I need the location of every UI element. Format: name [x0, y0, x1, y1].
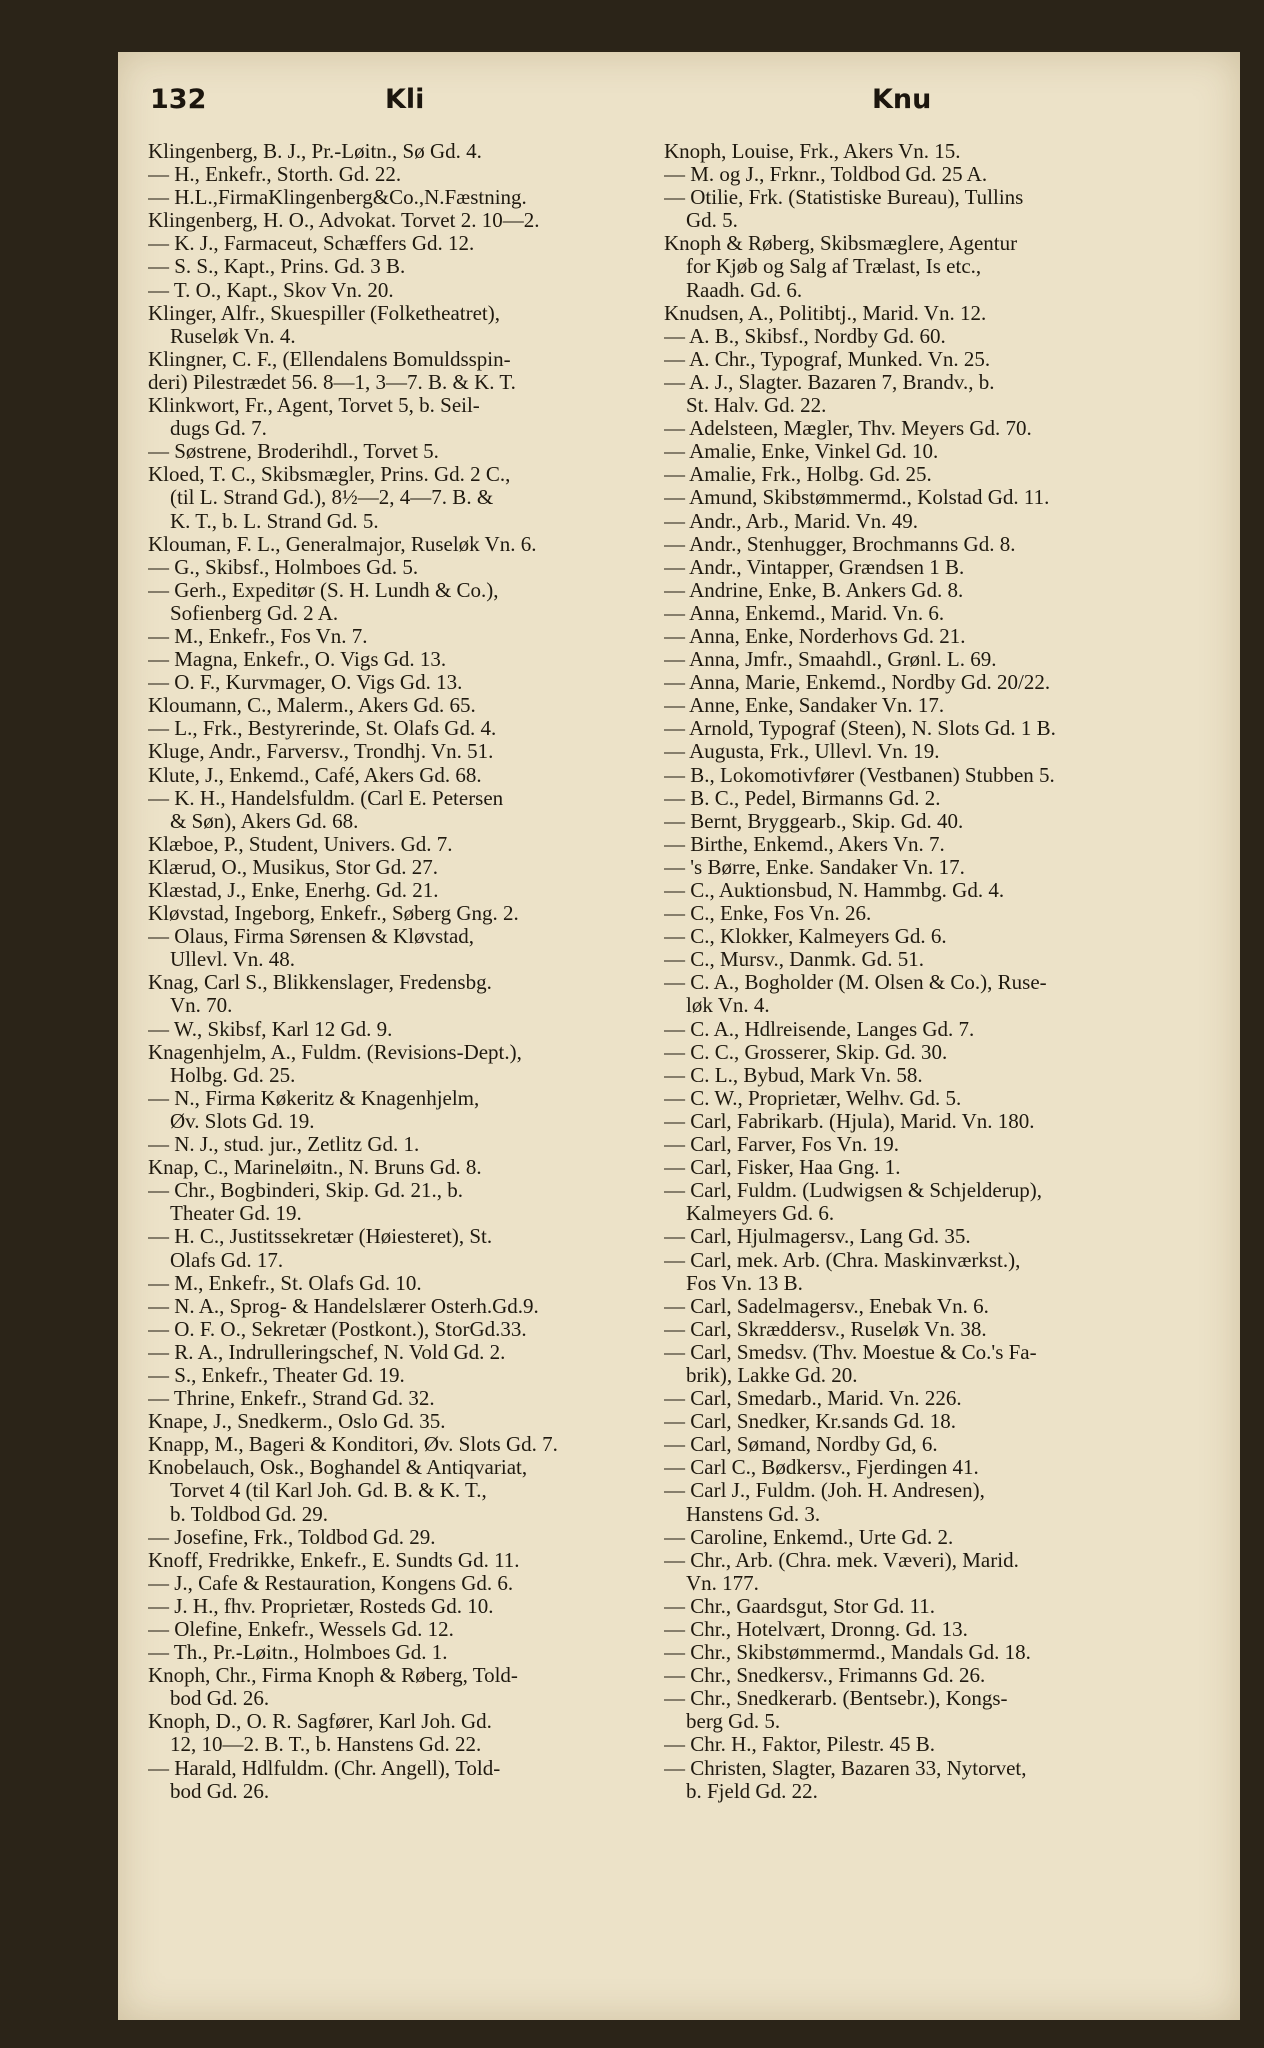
directory-line: — Amalie, Enke, Vinkel Gd. 10.: [664, 440, 939, 464]
directory-line: brik), Lakke Gd. 20.: [686, 1363, 858, 1387]
directory-line: — M., Enkefr., Fos Vn. 7.: [148, 624, 368, 648]
directory-line: — N. J., stud. jur., Zetlitz Gd. 1.: [148, 1133, 420, 1157]
directory-line: — Chr., Snedkersv., Frimanns Gd. 26.: [664, 1664, 986, 1688]
directory-line: — Harald, Hdlfuldm. (Chr. Angell), Told-: [148, 1756, 501, 1780]
directory-line: Klute, J., Enkemd., Café, Akers Gd. 68.: [148, 763, 482, 787]
directory-line: b. Toldbod Gd. 29.: [170, 1502, 328, 1526]
directory-line: — Carl, Skræddersv., Ruseløk Vn. 38.: [664, 1317, 987, 1341]
directory-line: b. Fjeld Gd. 22.: [686, 1779, 818, 1803]
directory-line: Klingenberg, B. J., Pr.-Løitn., Sø Gd. 4.: [148, 140, 482, 163]
directory-line: Knoph, Louise, Frk., Akers Vn. 15.: [664, 140, 961, 163]
directory-line: Kluge, Andr., Farversv., Trondhj. Vn. 51.: [148, 740, 494, 764]
directory-line: — G., Skibsf., Holmboes Gd. 5.: [148, 555, 419, 579]
directory-line: Vn. 177.: [686, 1571, 759, 1595]
directory-line: — 's Børre, Enke. Sandaker Vn. 17.: [664, 855, 965, 879]
directory-line: Klouman, F. L., Generalmajor, Ruseløk Vn. 6.: [148, 532, 537, 556]
directory-line: Holbg. Gd. 25.: [170, 1063, 296, 1087]
directory-line: — Th., Pr.-Løitn., Holmboes Gd. 1.: [148, 1641, 448, 1665]
directory-line: — O. F., Kurvmager, O. Vigs Gd. 13.: [148, 671, 463, 695]
directory-line: — C., Klokker, Kalmeyers Gd. 6.: [664, 925, 947, 949]
directory-line: — L., Frk., Bestyrerinde, St. Olafs Gd. 4.: [148, 717, 497, 741]
directory-line: Klinger, Alfr., Skuespiller (Folketheatret),: [148, 301, 500, 325]
directory-line: — B. C., Pedel, Birmanns Gd. 2.: [664, 786, 941, 810]
directory-line: — Carl C., Bødkersv., Fjerdingen 41.: [664, 1456, 979, 1480]
directory-line: Knap, C., Marineløitn., N. Bruns Gd. 8.: [148, 1156, 482, 1180]
directory-line: Kalmeyers Gd. 6.: [686, 1202, 835, 1226]
directory-line: — Carl, Fuldm. (Ludwigsen & Schjelderup),: [664, 1179, 1042, 1203]
directory-line: — Andr., Arb., Marid. Vn. 49.: [664, 509, 918, 533]
directory-line: Knoph & Røberg, Skibsmæglere, Agentur: [664, 232, 1018, 256]
directory-line: — Carl, Smedsv. (Thv. Moestue & Co.'s Fa-: [664, 1340, 1037, 1364]
directory-line: St. Halv. Gd. 22.: [686, 394, 827, 418]
directory-line: — Anne, Enke, Sandaker Vn. 17.: [664, 694, 945, 718]
directory-line: — Andr., Stenhugger, Brochmanns Gd. 8.: [664, 532, 1016, 556]
directory-line: — Olefine, Enkefr., Wessels Gd. 12.: [148, 1618, 454, 1641]
directory-line: — Søstrene, Broderihdl., Torvet 5.: [148, 440, 439, 464]
directory-line: Gd. 5.: [686, 209, 738, 233]
directory-line: — Anna, Enkemd., Marid. Vn. 6.: [664, 601, 945, 625]
directory-line: Klingner, C. F., (Ellendalens Bomuldsspin-: [148, 347, 511, 371]
directory-line: — Christen, Slagter, Bazaren 33, Nytorvet,: [664, 1756, 1027, 1780]
directory-line: — N. A., Sprog- & Handelslærer Osterh.Gd.9.: [148, 1294, 539, 1318]
directory-line: — M. og J., Frknr., Toldbod Gd. 25 A.: [664, 163, 988, 187]
directory-line: — Carl J., Fuldm. (Joh. H. Andresen),: [664, 1479, 985, 1503]
directory-line: — Carl, Fisker, Haa Gng. 1.: [664, 1156, 901, 1180]
directory-page: [118, 52, 1240, 2020]
directory-line: — Caroline, Enkemd., Urte Gd. 2.: [664, 1525, 954, 1549]
directory-line: — Gerh., Expeditør (S. H. Lundh & Co.),: [148, 578, 499, 602]
directory-line: — B., Lokomotivfører (Vestbanen) Stubben 5.: [664, 763, 1055, 787]
directory-line: Klæboe, P., Student, Univers. Gd. 7.: [148, 832, 453, 856]
directory-line: Knobelauch, Osk., Boghandel & Antiqvariat,: [148, 1456, 528, 1480]
directory-line: for Kjøb og Salg af Trælast, Is etc.,: [686, 255, 982, 279]
directory-line: Vn. 70.: [170, 994, 233, 1018]
directory-line: — H., Enkefr., Storth. Gd. 22.: [148, 163, 402, 187]
directory-line: — C. C., Grosserer, Skip. Gd. 30.: [664, 1040, 948, 1064]
directory-line: — K. J., Farmaceut, Schæffers Gd. 12.: [148, 232, 475, 256]
directory-line: — Carl, Sømand, Nordby Gd, 6.: [664, 1433, 938, 1457]
right-column: [664, 140, 1184, 1803]
directory-line: — K. H., Handelsfuldm. (Carl E. Petersen: [148, 786, 504, 810]
page-number: 132: [150, 84, 207, 115]
directory-line: — Carl, Sadelmagersv., Enebak Vn. 6.: [664, 1294, 989, 1318]
directory-line: — Birthe, Enkemd., Akers Vn. 7.: [664, 832, 945, 856]
directory-line: — C., Enke, Fos Vn. 26.: [664, 902, 872, 926]
directory-line: — Carl, mek. Arb. (Chra. Maskinværkst.),: [664, 1248, 1021, 1272]
directory-line: — Anna, Marie, Enkemd., Nordby Gd. 20/22.: [664, 671, 1051, 695]
directory-line: Kloed, T. C., Skibsmægler, Prins. Gd. 2 C.,: [148, 463, 511, 487]
directory-line: — Carl, Smedarb., Marid. Vn. 226.: [664, 1387, 962, 1411]
directory-line: — Amund, Skibstømmermd., Kolstad Gd. 11.: [664, 486, 1050, 510]
directory-line: — C. W., Proprietær, Welhv. Gd. 5.: [664, 1086, 962, 1110]
directory-line: — Olaus, Firma Sørensen & Kløvstad,: [148, 925, 475, 949]
directory-line: — M., Enkefr., St. Olafs Gd. 10.: [148, 1271, 422, 1295]
directory-line: — N., Firma Køkeritz & Knagenhjelm,: [148, 1086, 480, 1110]
directory-line: Klinkwort, Fr., Agent, Torvet 5, b. Seil-: [148, 394, 480, 418]
directory-line: — Chr., Snedkerarb. (Bentsebr.), Kongs-: [664, 1687, 1008, 1711]
directory-line: — Chr., Hotelvært, Dronng. Gd. 13.: [664, 1618, 968, 1641]
directory-line: — A. B., Skibsf., Nordby Gd. 60.: [664, 324, 946, 348]
directory-line: — C. A., Hdlreisende, Langes Gd. 7.: [664, 1017, 975, 1041]
left-column: [148, 140, 668, 1803]
directory-line: 12, 10—2. B. T., b. Hanstens Gd. 22.: [170, 1733, 482, 1757]
directory-line: — Carl, Snedker, Kr.sands Gd. 18.: [664, 1410, 956, 1434]
directory-line: Ruseløk Vn. 4.: [170, 324, 296, 348]
directory-line: — Andrine, Enke, B. Ankers Gd. 8.: [664, 578, 964, 602]
directory-line: Knoff, Fredrikke, Enkefr., E. Sundts Gd. 11.: [148, 1548, 520, 1572]
directory-line: — Adelsteen, Mægler, Thv. Meyers Gd. 70.: [664, 417, 1032, 441]
directory-line: dugs Gd. 7.: [170, 417, 267, 441]
directory-line: — Anna, Jmfr., Smaahdl., Grønl. L. 69.: [664, 648, 997, 672]
directory-line: Knape, J., Snedkerm., Oslo Gd. 35.: [148, 1410, 446, 1434]
directory-line: — Chr., Gaardsgut, Stor Gd. 11.: [664, 1594, 936, 1618]
directory-line: — C. A., Bogholder (M. Olsen & Co.), Ruse-: [664, 971, 1047, 995]
directory-line: Knapp, M., Bageri & Konditori, Øv. Slots Gd. 7.: [148, 1433, 558, 1457]
directory-line: — Carl, Farver, Fos Vn. 19.: [664, 1133, 900, 1157]
directory-line: Raadh. Gd. 6.: [686, 278, 803, 302]
directory-line: — H. C., Justitssekretær (Høiesteret), St.: [148, 1225, 493, 1249]
directory-line: Knudsen, A., Politibtj., Marid. Vn. 12.: [664, 301, 987, 325]
directory-line: Knag, Carl S., Blikkenslager, Fredensbg.: [148, 971, 492, 995]
directory-line: — Bernt, Bryggearb., Skip. Gd. 40.: [664, 809, 964, 833]
directory-line: løk Vn. 4.: [686, 994, 770, 1018]
directory-line: Knagenhjelm, A., Fuldm. (Revisions-Dept.),: [148, 1040, 522, 1064]
directory-line: Hanstens Gd. 3.: [686, 1502, 821, 1526]
directory-line: — Arnold, Typograf (Steen), N. Slots Gd. 1 B.: [664, 717, 1056, 741]
directory-line: — Magna, Enkefr., O. Vigs Gd. 13.: [148, 648, 447, 672]
directory-line: — A. Chr., Typograf, Munked. Vn. 25.: [664, 347, 991, 371]
directory-line: Klæstad, J., Enke, Enerhg. Gd. 21.: [148, 879, 439, 902]
directory-line: — Anna, Enke, Norderhovs Gd. 21.: [664, 624, 966, 648]
right-catchword: Knu: [872, 84, 932, 115]
directory-line: — Carl, Fabrikarb. (Hjula), Marid. Vn. 180.: [664, 1109, 1035, 1133]
directory-line: — Chr., Bogbinderi, Skip. Gd. 21., b.: [148, 1179, 464, 1203]
directory-line: — Augusta, Frk., Ullevl. Vn. 19.: [664, 740, 940, 764]
directory-line: — J., Cafe & Restauration, Kongens Gd. 6.: [148, 1571, 514, 1595]
directory-line: — Thrine, Enkefr., Strand Gd. 32.: [148, 1387, 435, 1411]
directory-line: — T. O., Kapt., Skov Vn. 20.: [148, 278, 394, 302]
directory-line: — J. H., fhv. Proprietær, Rosteds Gd. 10.: [148, 1594, 494, 1618]
directory-line: — S. S., Kapt., Prins. Gd. 3 B.: [148, 255, 406, 279]
directory-line: Knoph, D., O. R. Sagfører, Karl Joh. Gd.: [148, 1710, 492, 1734]
directory-line: — H.L.,FirmaKlingenberg&Co.,N.Fæstning.: [148, 186, 527, 210]
directory-line: Olafs Gd. 17.: [170, 1248, 284, 1272]
directory-line: — Carl, Hjulmagersv., Lang Gd. 35.: [664, 1225, 971, 1249]
directory-line: Klærud, O., Musikus, Stor Gd. 27.: [148, 855, 438, 879]
directory-line: & Søn), Akers Gd. 68.: [170, 809, 359, 833]
directory-line: — Josefine, Frk., Toldbod Gd. 29.: [148, 1525, 436, 1549]
directory-line: Torvet 4 (til Karl Joh. Gd. B. & K. T.,: [170, 1479, 487, 1503]
directory-line: — Chr., Arb. (Chra. mek. Væveri), Marid.: [664, 1548, 1019, 1572]
directory-line: bod Gd. 26.: [170, 1779, 270, 1803]
directory-line: — C., Mursv., Danmk. Gd. 51.: [664, 948, 924, 972]
directory-line: Kløvstad, Ingeborg, Enkefr., Søberg Gng. 2.: [148, 902, 519, 926]
left-catchword: Kli: [385, 84, 425, 115]
directory-line: Knoph, Chr., Firma Knoph & Røberg, Told-: [148, 1664, 518, 1688]
directory-line: — S., Enkefr., Theater Gd. 19.: [148, 1363, 405, 1387]
directory-line: — O. F. O., Sekretær (Postkont.), StorGd.33.: [148, 1317, 527, 1341]
directory-line: K. T., b. L. Strand Gd. 5.: [170, 509, 379, 533]
directory-line: — Otilie, Frk. (Statistiske Bureau), Tullins: [664, 186, 1024, 210]
directory-line: Ullevl. Vn. 48.: [170, 948, 296, 972]
directory-line: — C., Auktionsbud, N. Hammbg. Gd. 4.: [664, 879, 1005, 902]
directory-line: bod Gd. 26.: [170, 1687, 270, 1711]
directory-line: — W., Skibsf, Karl 12 Gd. 9.: [148, 1017, 393, 1041]
directory-line: Fos Vn. 13 B.: [686, 1271, 803, 1295]
directory-line: berg Gd. 5.: [686, 1710, 781, 1734]
directory-line: — R. A., Indrulleringschef, N. Vold Gd. 2.: [148, 1340, 506, 1364]
directory-line: Kloumann, C., Malerm., Akers Gd. 65.: [148, 694, 476, 718]
directory-line: — Andr., Vintapper, Grændsen 1 B.: [664, 555, 965, 579]
directory-line: deri) Pilestrædet 56. 8—1, 3—7. B. & K. T.: [148, 370, 516, 394]
directory-line: (til L. Strand Gd.), 8½—2, 4—7. B. &: [170, 486, 494, 510]
directory-line: — Chr., Skibstømmermd., Mandals Gd. 18.: [664, 1641, 1031, 1665]
page-header: [150, 78, 1200, 128]
directory-line: Sofienberg Gd. 2 A.: [170, 601, 339, 625]
directory-line: — C. L., Bybud, Mark Vn. 58.: [664, 1063, 923, 1087]
directory-line: Øv. Slots Gd. 19.: [170, 1109, 315, 1133]
directory-line: Klingenberg, H. O., Advokat. Torvet 2. 10—2.: [148, 209, 540, 233]
directory-line: — A. J., Slagter. Bazaren 7, Brandv., b.: [664, 370, 995, 394]
directory-line: — Chr. H., Faktor, Pilestr. 45 B.: [664, 1733, 936, 1757]
directory-line: — Amalie, Frk., Holbg. Gd. 25.: [664, 463, 932, 487]
directory-line: Theater Gd. 19.: [170, 1202, 302, 1226]
